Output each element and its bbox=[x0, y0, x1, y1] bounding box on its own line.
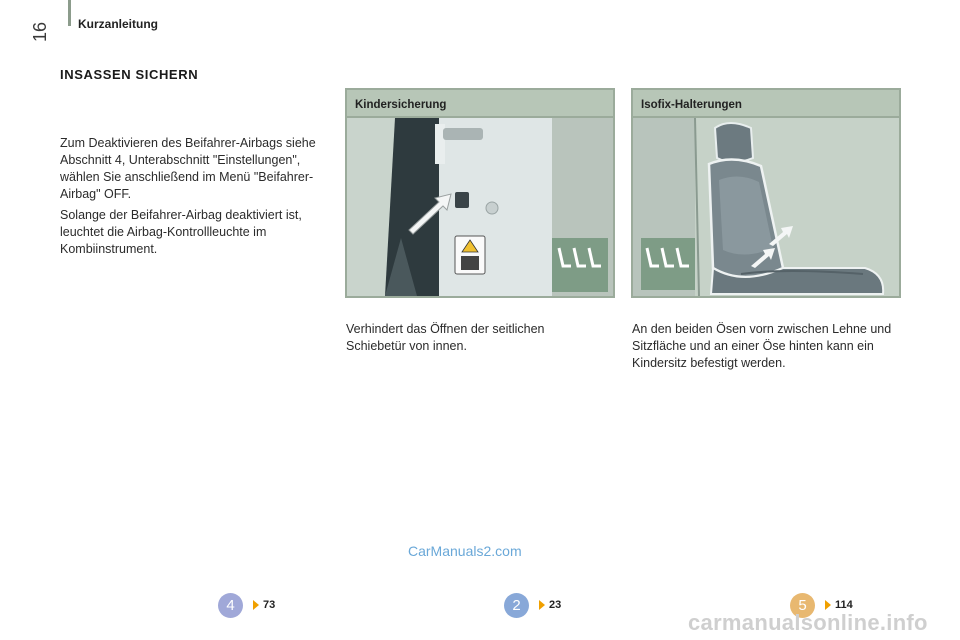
ref-page-number: 73 bbox=[263, 599, 276, 611]
triangle-right-icon bbox=[539, 600, 545, 610]
page-number: 16 bbox=[30, 21, 50, 42]
page-reference[interactable] bbox=[218, 592, 275, 618]
watermark-link[interactable]: CarManuals2.com bbox=[408, 543, 522, 559]
airbag-info-text bbox=[60, 135, 335, 262]
isofix-seat-icon bbox=[552, 238, 608, 292]
panel-kindersicherung bbox=[345, 88, 615, 298]
isofix-description: An den beiden Ösen vorn zwischen Lehne und Sitzfläche und an einer Öse hinten kann ein Kindersitz befestigt werden. bbox=[632, 322, 892, 370]
panel-title: Isofix-Halterungen bbox=[633, 90, 899, 118]
ref-page-number: 114 bbox=[835, 599, 853, 611]
page-heading: INSASSEN SICHERN bbox=[60, 67, 199, 82]
ref-page-number: 23 bbox=[549, 599, 562, 611]
panel-title: Kindersicherung bbox=[347, 90, 613, 118]
airbag-paragraph-2: Solange der Beifahrer-Airbag deaktiviert ist, leuchtet die Airbag-Kontrollleuchte im Kombiinstrument. bbox=[60, 208, 302, 256]
chapter-badge: 4 bbox=[218, 593, 243, 618]
kindersicherung-description: Verhindert das Öffnen der seitlichen Schiebetür von innen. bbox=[346, 322, 545, 353]
chapter-badge: 2 bbox=[504, 593, 529, 618]
triangle-right-icon bbox=[253, 600, 259, 610]
airbag-paragraph-1: Zum Deaktivieren des Beifahrer-Airbags siehe Abschnitt 4, Unterabschnitt "Einstellungen", wählen Sie anschließend im Menü "Beifahrer-Airbag" OFF. bbox=[60, 136, 316, 201]
seat-isofix-illustration bbox=[633, 118, 899, 296]
footer-url: carmanualsonline.info bbox=[688, 610, 928, 635]
section-label: Kurzanleitung bbox=[78, 17, 158, 31]
triangle-right-icon bbox=[825, 600, 831, 610]
door-illustration-svg bbox=[347, 118, 613, 296]
page-reference[interactable] bbox=[504, 592, 561, 618]
panel-isofix bbox=[631, 88, 901, 298]
seat-illustration-svg bbox=[633, 118, 899, 296]
isofix-seat-icon bbox=[641, 238, 695, 290]
child-lock-warning-icon bbox=[455, 236, 485, 274]
chapter-badge: 5 bbox=[790, 593, 815, 618]
margin-rule bbox=[68, 0, 71, 26]
door-lock-illustration bbox=[347, 118, 613, 296]
